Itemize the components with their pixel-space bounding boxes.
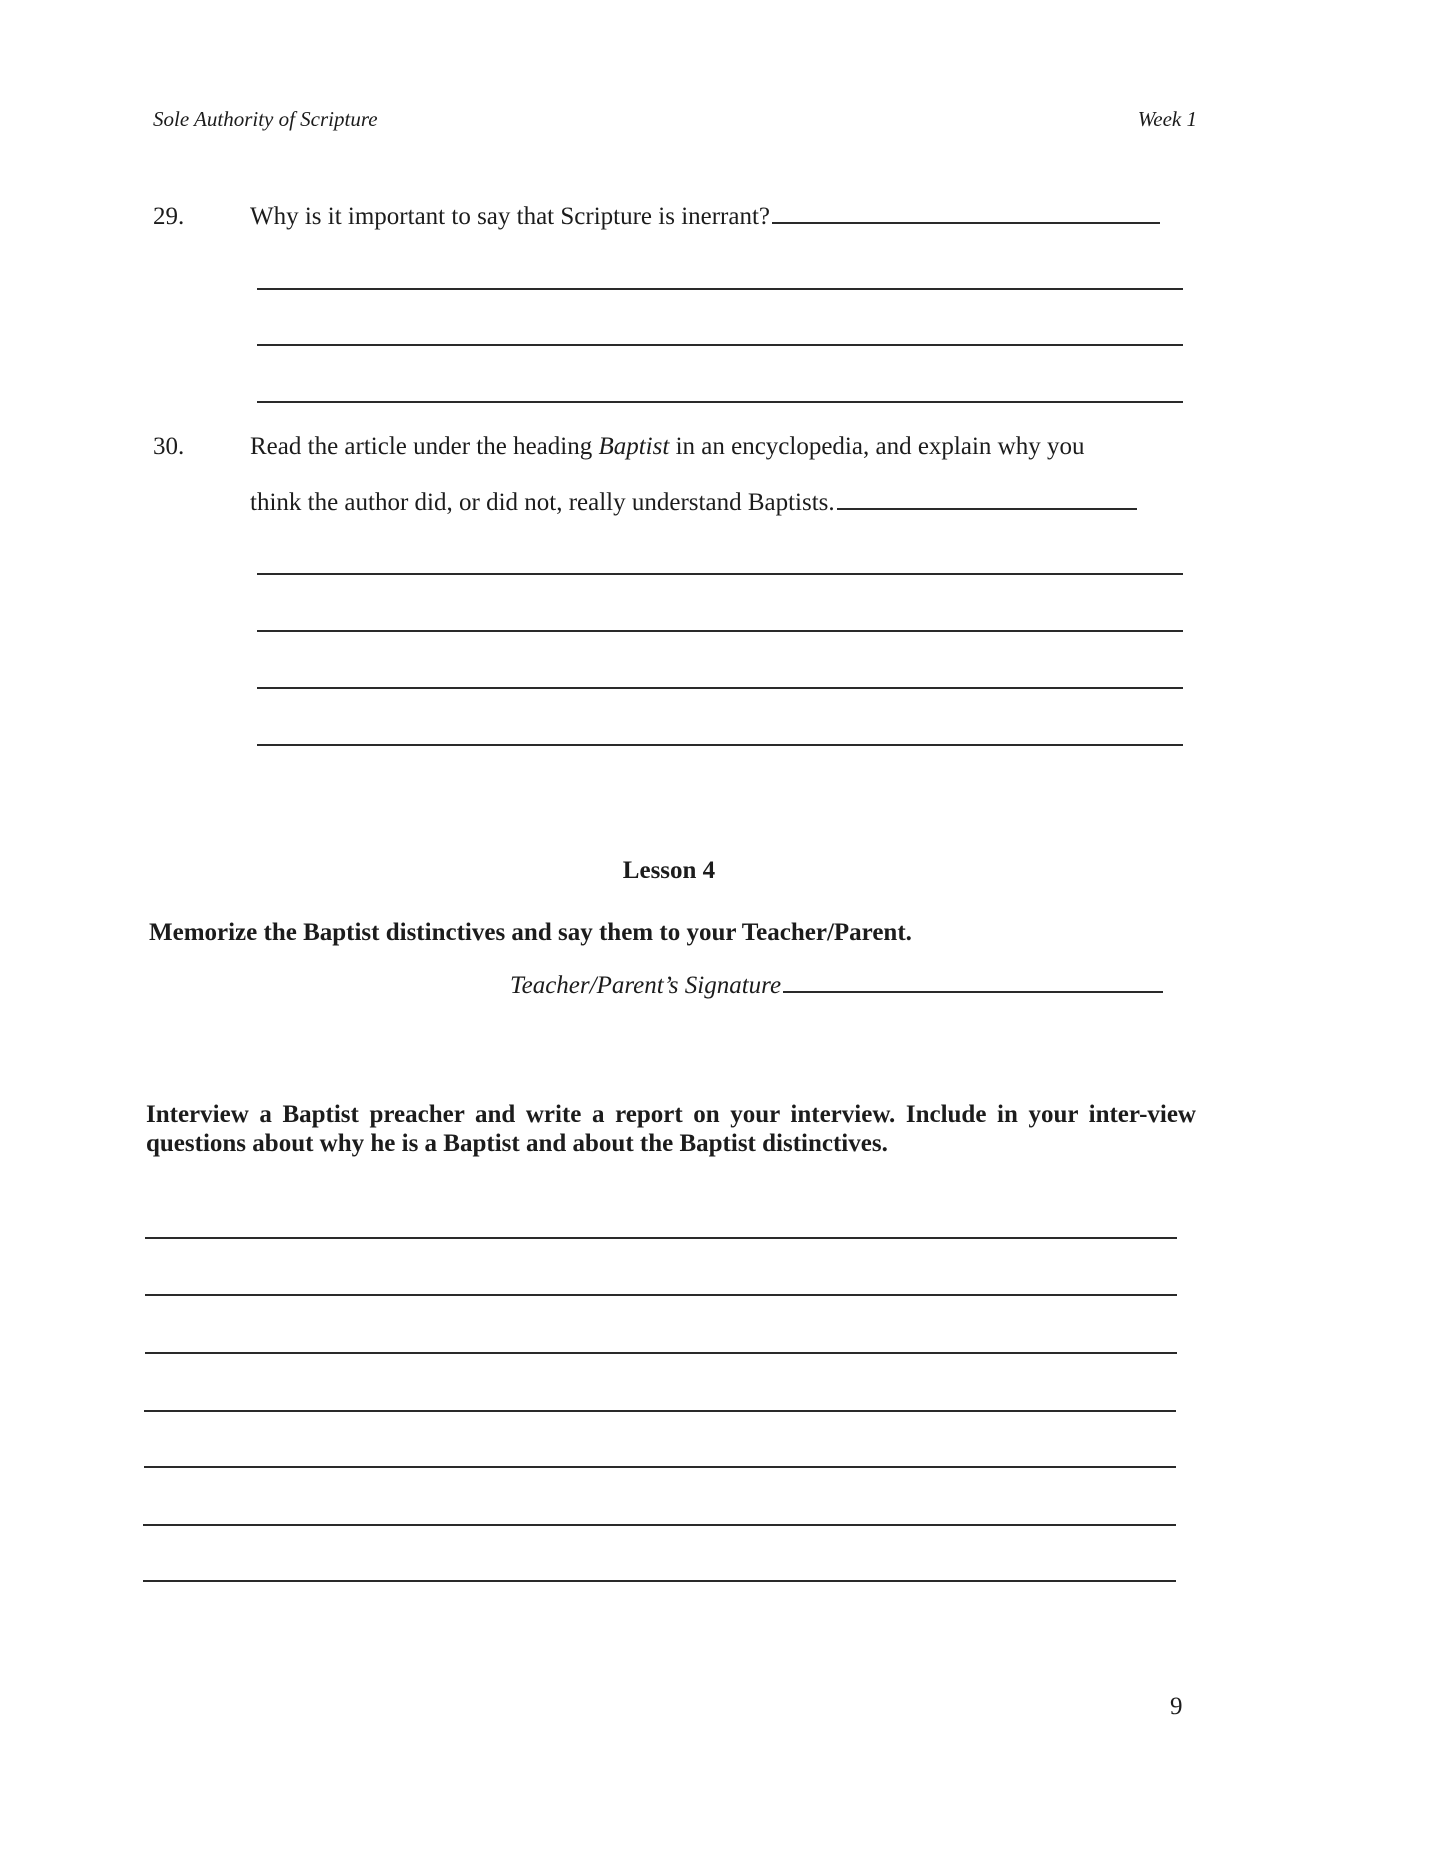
signature-line[interactable] <box>783 990 1163 993</box>
answer-line-inline[interactable] <box>837 507 1137 510</box>
lesson-heading: Lesson 4 <box>622 857 716 884</box>
question-30-text-part: Read the article under the heading <box>250 433 599 460</box>
question-29-prompt: Why is it important to say that Scripture is inerrant? <box>250 203 771 230</box>
report-line[interactable] <box>144 1466 1176 1468</box>
answer-line[interactable] <box>257 288 1183 290</box>
answer-line[interactable] <box>257 573 1183 575</box>
page-number: 9 <box>1170 1693 1183 1720</box>
memorize-instruction: Memorize the Baptist distinctives and say them to your Teacher/Parent. <box>149 919 912 946</box>
report-line[interactable] <box>144 1410 1176 1412</box>
question-30-italic-term: Baptist <box>598 433 670 460</box>
signature-label: Teacher/Parent’s Signature <box>510 972 782 999</box>
answer-line[interactable] <box>257 630 1183 632</box>
answer-line[interactable] <box>257 344 1183 346</box>
question-30-text-line2 <box>250 489 1137 517</box>
report-line[interactable] <box>143 1580 1176 1582</box>
answer-line[interactable] <box>257 744 1183 746</box>
report-line[interactable] <box>145 1294 1177 1296</box>
report-line[interactable] <box>145 1237 1177 1239</box>
running-header-title: Sole Authority of Scripture <box>153 107 378 131</box>
running-header-week: Week 1 <box>1137 107 1197 131</box>
interview-instruction: Interview a Baptist preacher and write a report on your interview. Include in your inter-view questions about why he is a Baptist and about the Baptist distinctives. <box>146 1101 1196 1157</box>
question-29-number: 29. <box>153 203 185 230</box>
report-line[interactable] <box>143 1524 1176 1526</box>
question-30-text-part: in an encyclopedia, and explain why you <box>669 433 1085 460</box>
signature-field <box>510 972 1163 1000</box>
answer-line-inline[interactable] <box>772 221 1160 224</box>
question-30-text-line1 <box>250 433 1084 461</box>
answer-line[interactable] <box>257 401 1183 403</box>
report-line[interactable] <box>145 1352 1177 1354</box>
question-30-number: 30. <box>153 433 185 460</box>
question-29-text <box>250 203 1160 231</box>
answer-line[interactable] <box>257 687 1183 689</box>
question-30-text-part: think the author did, or did not, really understand Baptists. <box>250 489 835 516</box>
